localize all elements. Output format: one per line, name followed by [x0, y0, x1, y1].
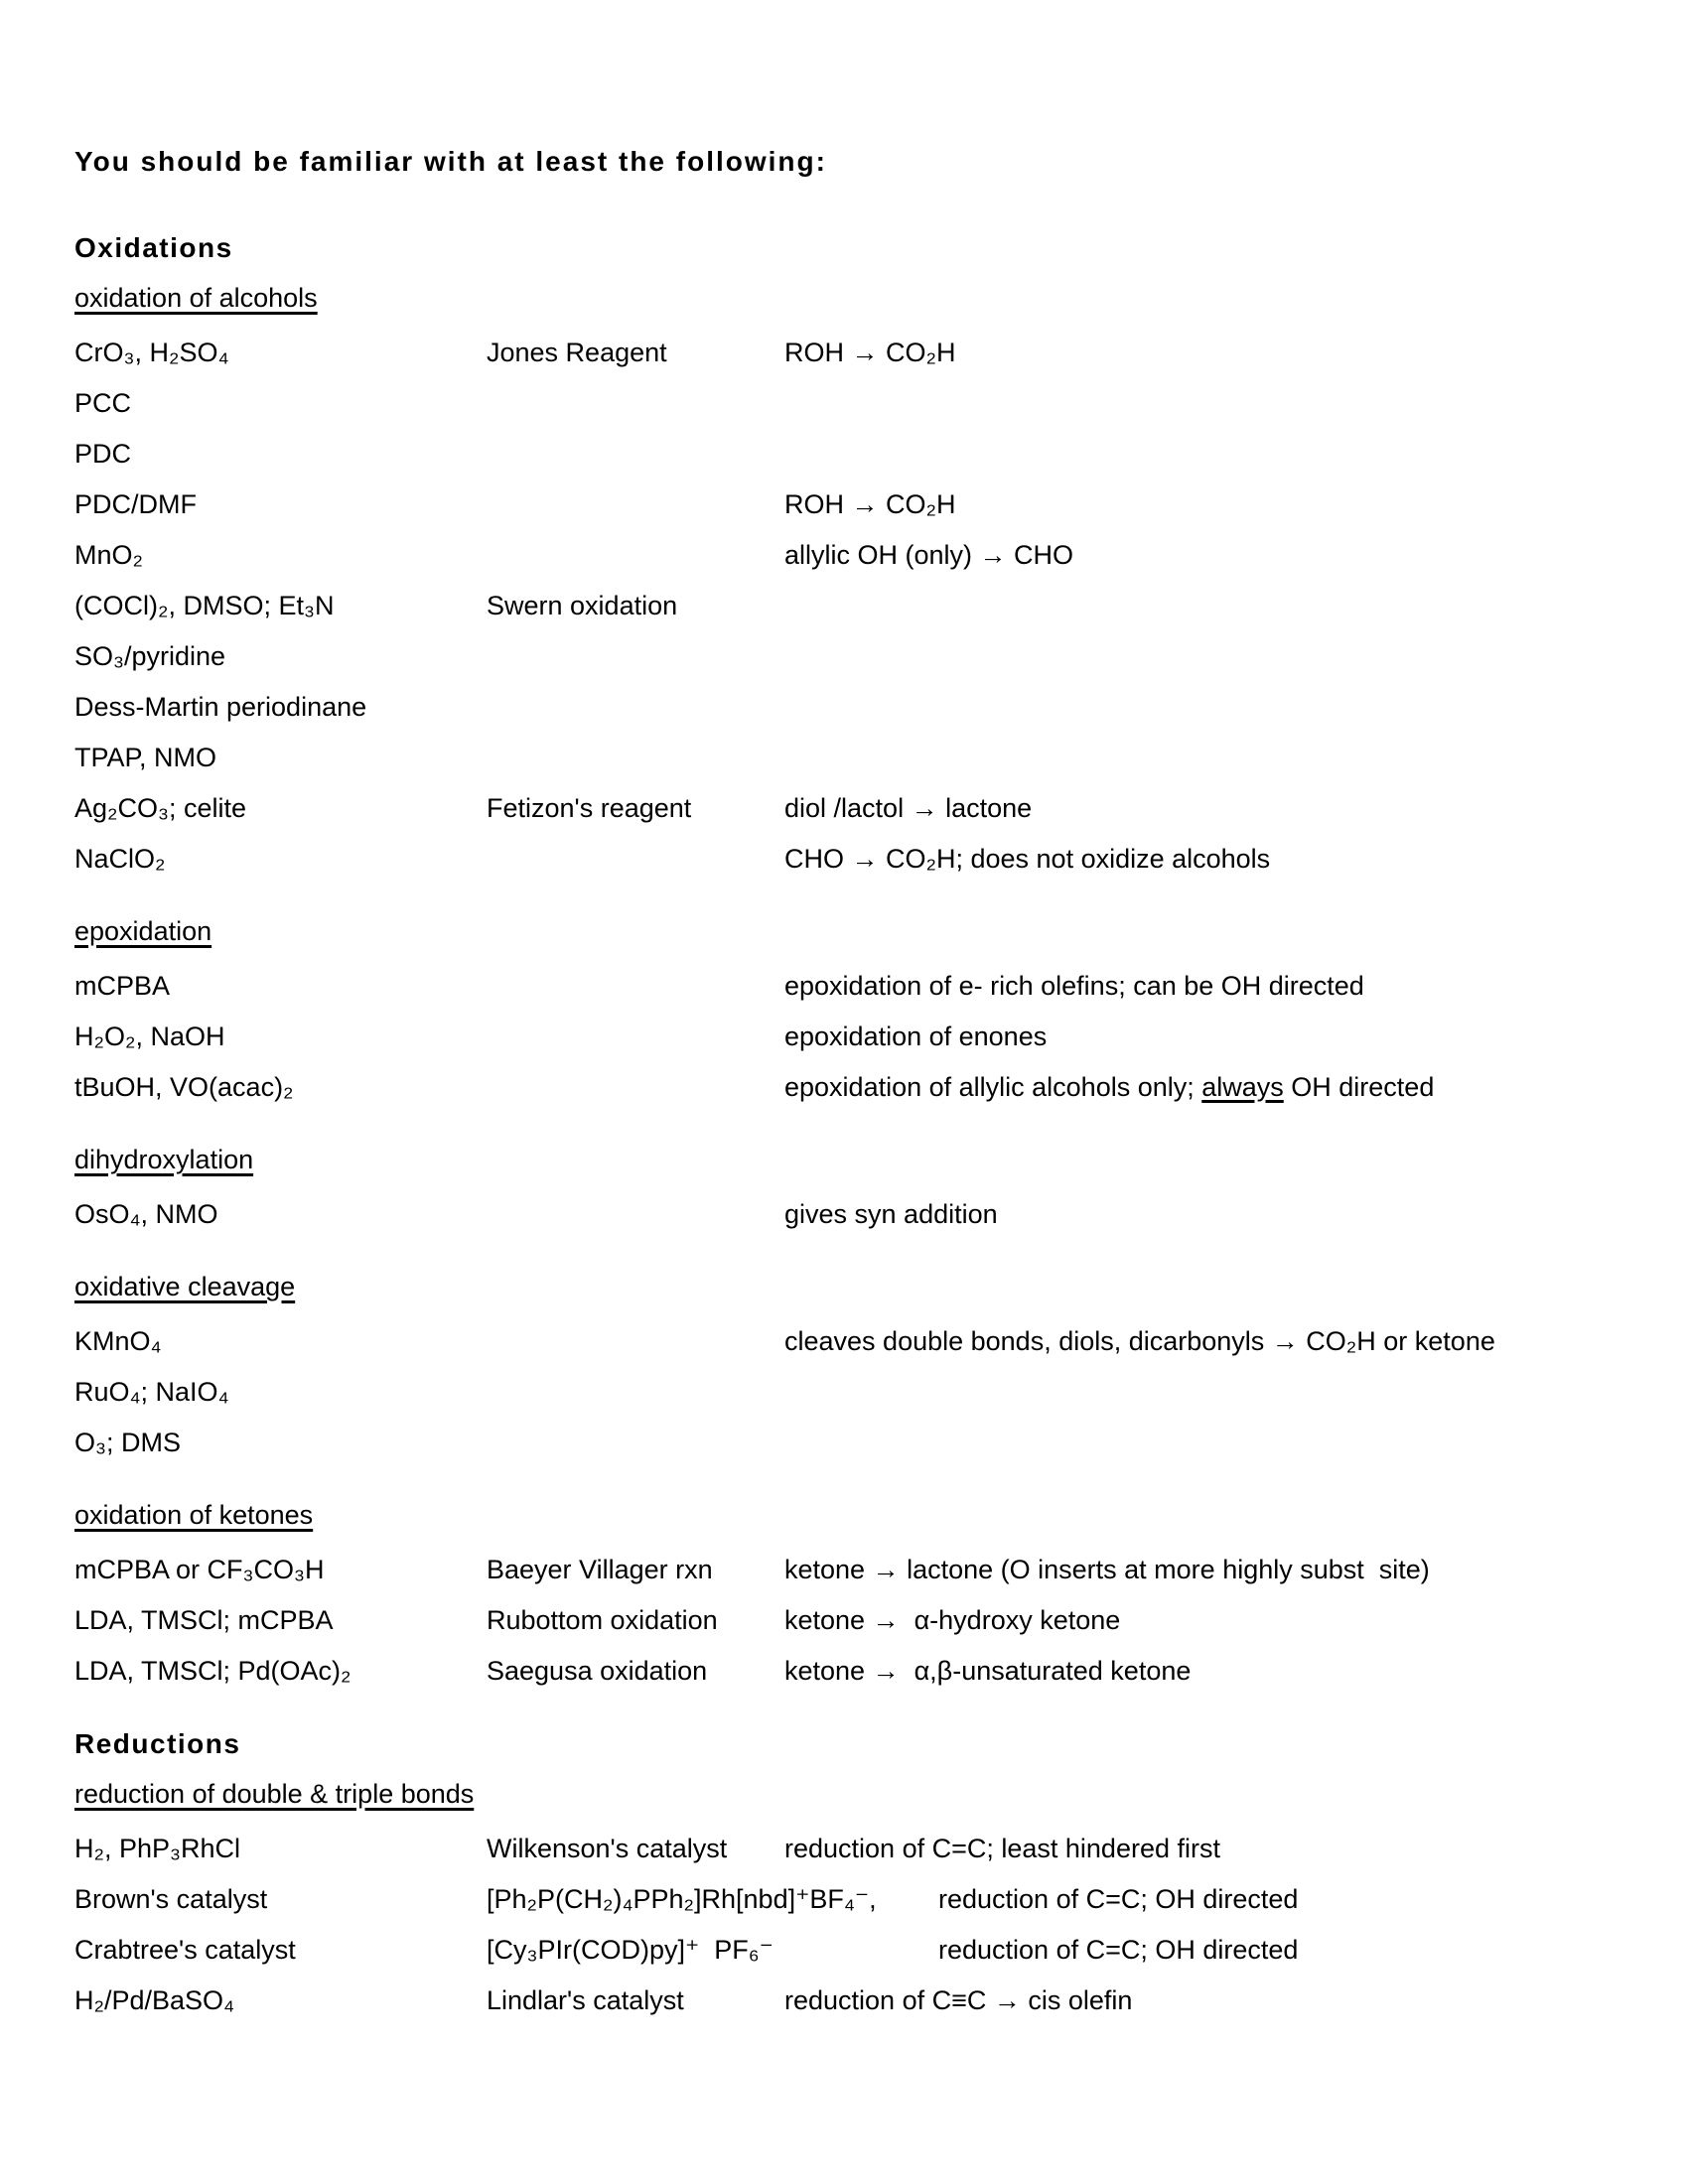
reagent-cell: (COCl)₂, DMSO; Et₃N [74, 591, 335, 620]
transformation-cell: ROH → CO₂H [784, 489, 956, 519]
reagent-row [74, 1883, 1628, 1934]
reagent-cell: SO₃/pyridine [74, 641, 226, 671]
reagent-row [74, 970, 1628, 1021]
reagent-cell: LDA, TMSCl; Pd(OAc)₂ [74, 1656, 352, 1686]
subsection-label: reduction of double & triple bonds [74, 1779, 475, 1809]
transformation-cell: ketone → α,β-unsaturated ketone [784, 1656, 1192, 1686]
transformation-cell: gives syn addition [784, 1199, 998, 1229]
reagent-row [74, 691, 1628, 742]
reagent-cell: H₂O₂, NaOH [74, 1022, 225, 1051]
transformation-text-segment: OH directed [1283, 1072, 1435, 1102]
subsection [74, 915, 1628, 1122]
subsection-label: dihydroxylation [74, 1145, 254, 1174]
transformation-cell: reduction of C≡C → cis olefin [784, 1985, 1133, 2015]
reagent-row [74, 590, 1628, 640]
reagent-cell: mCPBA or CF₃CO₃H [74, 1555, 325, 1584]
reaction-name-cell: [Cy₃PIr(COD)py]⁺ PF₆⁻ [487, 1935, 774, 1965]
subsection-label: oxidative cleavage [74, 1272, 296, 1301]
reagent-row [74, 843, 1628, 893]
reaction-name-cell: Jones Reagent [487, 338, 667, 367]
section [74, 1727, 1628, 2035]
transformation-cell: reduction of C=C; least hindered first [784, 1834, 1220, 1863]
sections-root [74, 231, 1628, 2035]
reagent-row [74, 742, 1628, 792]
reagent-cell: PCC [74, 388, 132, 418]
reagent-row [74, 1427, 1628, 1477]
reagent-cell: LDA, TMSCl; mCPBA [74, 1605, 334, 1635]
reagent-cell: Ag₂CO₃; celite [74, 793, 247, 823]
reagent-cell: MnO₂ [74, 540, 143, 570]
underlined-word: always [1201, 1072, 1284, 1102]
reagent-row [74, 1934, 1628, 1984]
row-list [74, 337, 1628, 893]
reagent-row [74, 1655, 1628, 1706]
reagent-cell: PDC [74, 439, 132, 469]
section [74, 231, 1628, 1706]
transformation-cell: diol /lactol → lactone [784, 793, 1033, 823]
reaction-name-cell: Swern oxidation [487, 591, 678, 620]
reagent-row [74, 1376, 1628, 1427]
reagent-cell: Dess-Martin periodinane [74, 692, 367, 722]
row-list [74, 970, 1628, 1122]
reagent-cell: tBuOH, VO(acac)₂ [74, 1072, 294, 1102]
reagent-cell: TPAP, NMO [74, 743, 217, 772]
reagent-row [74, 1021, 1628, 1071]
reagent-cell: OsO₄, NMO [74, 1199, 218, 1229]
reagent-row [74, 792, 1628, 843]
reagent-cell: PDC/DMF [74, 489, 197, 519]
transformation-cell: ketone → lactone (O inserts at more highly subst site) [784, 1555, 1430, 1584]
section-heading: Oxidations [74, 232, 233, 263]
subsection [74, 1778, 1628, 2035]
subsection [74, 282, 1628, 893]
transformation-cell: reduction of C=C; OH directed [938, 1935, 1299, 1965]
reagent-row [74, 1984, 1628, 2035]
transformation-cell: ketone → α-hydroxy ketone [784, 1605, 1121, 1635]
reaction-name-cell: Wilkenson's catalyst [487, 1834, 728, 1863]
reagent-cell: H₂, PhP₃RhCl [74, 1834, 241, 1863]
reagent-cell: KMnO₄ [74, 1326, 162, 1356]
reaction-name-cell: Lindlar's catalyst [487, 1985, 684, 2015]
reagent-row [74, 1071, 1628, 1122]
reagent-cell: mCPBA [74, 971, 171, 1001]
page-title: You should be familiar with at least the following: [74, 146, 827, 177]
reagent-row [74, 1198, 1628, 1249]
row-list [74, 1198, 1628, 1249]
reagent-row [74, 387, 1628, 438]
row-list [74, 1833, 1628, 2035]
reagent-cell: O₃; DMS [74, 1428, 181, 1457]
subsection-label: oxidation of alcohols [74, 283, 318, 313]
subsection-list [74, 1778, 1628, 2035]
reagent-cell: Brown's catalyst [74, 1884, 268, 1914]
reagent-row [74, 539, 1628, 590]
reagent-cell: RuO₄; NaIO₄ [74, 1377, 229, 1407]
reagent-cell: NaClO₂ [74, 844, 166, 874]
reagent-cell: CrO₃, H₂SO₄ [74, 338, 229, 367]
transformation-cell: ROH → CO₂H [784, 338, 956, 367]
section-heading: Reductions [74, 1728, 241, 1759]
transformation-cell: epoxidation of enones [784, 1022, 1048, 1051]
reagent-row [74, 1833, 1628, 1883]
subsection-label: oxidation of ketones [74, 1500, 314, 1530]
reagent-row [74, 1554, 1628, 1604]
transformation-text-segment: epoxidation of allylic alcohols only; [784, 1072, 1202, 1102]
transformation-cell: reduction of C=C; OH directed [938, 1884, 1299, 1914]
transformation-cell: CHO → CO₂H; does not oxidize alcohols [784, 844, 1271, 874]
reagent-cell: H₂/Pd/BaSO₄ [74, 1985, 235, 2015]
reagent-row [74, 438, 1628, 488]
transformation-cell [784, 1071, 1628, 1104]
transformation-cell: allylic OH (only) → CHO [784, 540, 1074, 570]
row-list [74, 1554, 1628, 1706]
row-list [74, 1325, 1628, 1477]
subsection [74, 1499, 1628, 1706]
reaction-name-cell: Fetizon's reagent [487, 793, 692, 823]
subsection-list [74, 282, 1628, 1706]
transformation-cell: cleaves double bonds, diols, dicarbonyls → CO₂H or ketone [784, 1326, 1495, 1356]
subsection [74, 1144, 1628, 1249]
reagent-row [74, 337, 1628, 387]
reagent-row [74, 640, 1628, 691]
reaction-name-cell: Baeyer Villager rxn [487, 1555, 713, 1584]
reaction-name-cell: [Ph₂P(CH₂)₄PPh₂]Rh[nbd]⁺BF₄⁻, [487, 1884, 877, 1914]
reagent-row [74, 488, 1628, 539]
reaction-name-cell: Rubottom oxidation [487, 1605, 718, 1635]
reaction-name-cell: Saegusa oxidation [487, 1656, 708, 1686]
transformation-cell: epoxidation of e- rich olefins; can be OH directed [784, 971, 1364, 1001]
reagent-row [74, 1325, 1628, 1376]
reagent-cell: Crabtree's catalyst [74, 1935, 296, 1965]
reagent-row [74, 1604, 1628, 1655]
subsection [74, 1271, 1628, 1477]
subsection-label: epoxidation [74, 916, 212, 946]
